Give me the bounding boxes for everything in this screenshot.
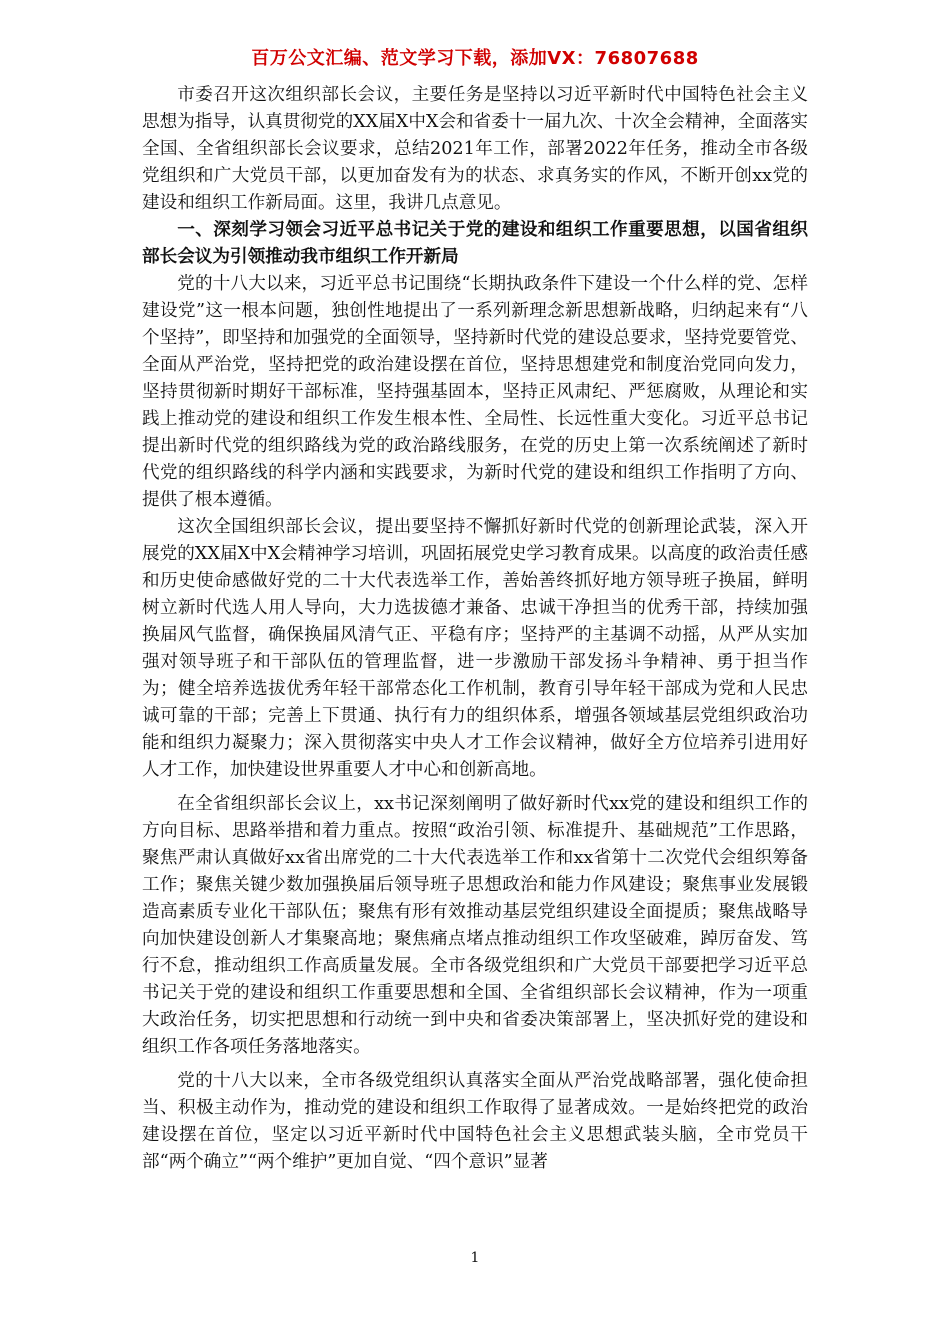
watermark-banner: 百万公文汇编、范文学习下载，添加VX：76807688 [251, 48, 699, 69]
page-number: 1 [470, 1250, 480, 1266]
body-paragraph: 党的十八大以来，习近平总书记围绕“长期执政条件下建设一个什么样的党、怎样建设党”这一根本问题，独创性地提出了一系列新理念新思想新战略，归纳起来有“八个坚持”，即坚持和加强党的全面领导，坚持新时代党的建设总要求，坚持党要管党、全面从严治党，坚持把党的政治建设摆在首位，坚持思想建党和制度治党同向发力，坚持贯彻新时期好干部标准，坚持强基固本，坚持正风肃纪、严惩腐败，从理论和实践上推动党的建设和组织工作发生根本性、全局性、长远性重大变化。习近平总书记提出新时代党的组织路线为党的政治路线服务，在党的历史上第一次系统阐述了新时代党的组织路线的科学内涵和实践要求，为新时代党的建设和组织工作指明了方向、提供了根本遵循。 [142, 274, 808, 510]
section-heading: 一、深刻学习领会习近平总书记关于党的建设和组织工作重要思想，以国省组织部长会议为引领推动我市组织工作开新局 [142, 220, 808, 267]
body-paragraph: 在全省组织部长会议上，xx书记深刻阐明了做好新时代xx党的建设和组织工作的方向目标、思路举措和着力重点。按照“政治引领、标准提升、基础规范”工作思路，聚焦严肃认真做好xx省出席党的二十大代表选举工作和xx省第十二次党代会组织筹备工作；聚焦关键少数加强换届后领导班子思想政治和能力作风建设；聚焦事业发展锻造高素质专业化干部队伍；聚焦有形有效推动基层党组织建设全面提质；聚焦战略导向加快建设创新人才集聚高地；聚焦痛点堵点推动组织工作攻坚破难，踔厉奋发、笃行不怠，推动组织工作高质量发展。全市各级党组织和广大党员干部要把学习近平总书记关于党的建设和组织工作重要思想和全国、全省组织部长会议精神，作为一项重大政治任务，切实把思想和行动统一到中央和省委决策部署上，坚决抓好党的建设和组织工作各项任务落地落实。 [142, 794, 808, 1057]
document-body [142, 82, 808, 1176]
body-paragraph: 党的十八大以来，全市各级党组织认真落实全面从严治党战略部署，强化使命担当、积极主动作为，推动党的建设和组织工作取得了显著成效。一是始终把党的政治建设摆在首位，坚定以习近平新时代中国特色社会主义思想武装头脑，全市党员干部“两个确立”“两个维护”更加自觉、“四个意识”显著 [142, 1071, 808, 1172]
body-paragraph: 这次全国组织部长会议，提出要坚持不懈抓好新时代党的创新理论武装，深入开展党的XX届X中X会精神学习培训，巩固拓展党史学习教育成果。以高度的政治责任感和历史使命感做好党的二十大代表选举工作，善始善终抓好地方领导班子换届，鲜明树立新时代选人用人导向，大力选拔德才兼备、忠诚干净担当的优秀干部，持续加强换届风气监督，确保换届风清气正、平稳有序；坚持严的主基调不动摇，从严从实加强对领导班子和干部队伍的管理监督，进一步激励干部发扬斗争精神、勇于担当作为；健全培养选拔优秀年轻干部常态化工作机制，教育引导年轻干部成为党和人民忠诚可靠的干部；完善上下贯通、执行有力的组织体系，增强各领域基层党组织政治功能和组织力凝聚力；深入贯彻落实中央人才工作会议精神，做好全方位培养引进用好人才工作，加快建设世界重要人才中心和创新高地。 [142, 517, 808, 780]
intro-paragraph: 市委召开这次组织部长会议，主要任务是坚持以习近平新时代中国特色社会主义思想为指导，认真贯彻党的XX届X中X会和省委十一届九次、十次全会精神，全面落实全国、全省组织部长会议要求，总结2021年工作，部署2022年任务，推动全市各级党组织和广大党员干部，以更加奋发有为的状态、求真务实的作风，不断开创xx党的建设和组织工作新局面。这里，我讲几点意见。 [142, 85, 808, 213]
